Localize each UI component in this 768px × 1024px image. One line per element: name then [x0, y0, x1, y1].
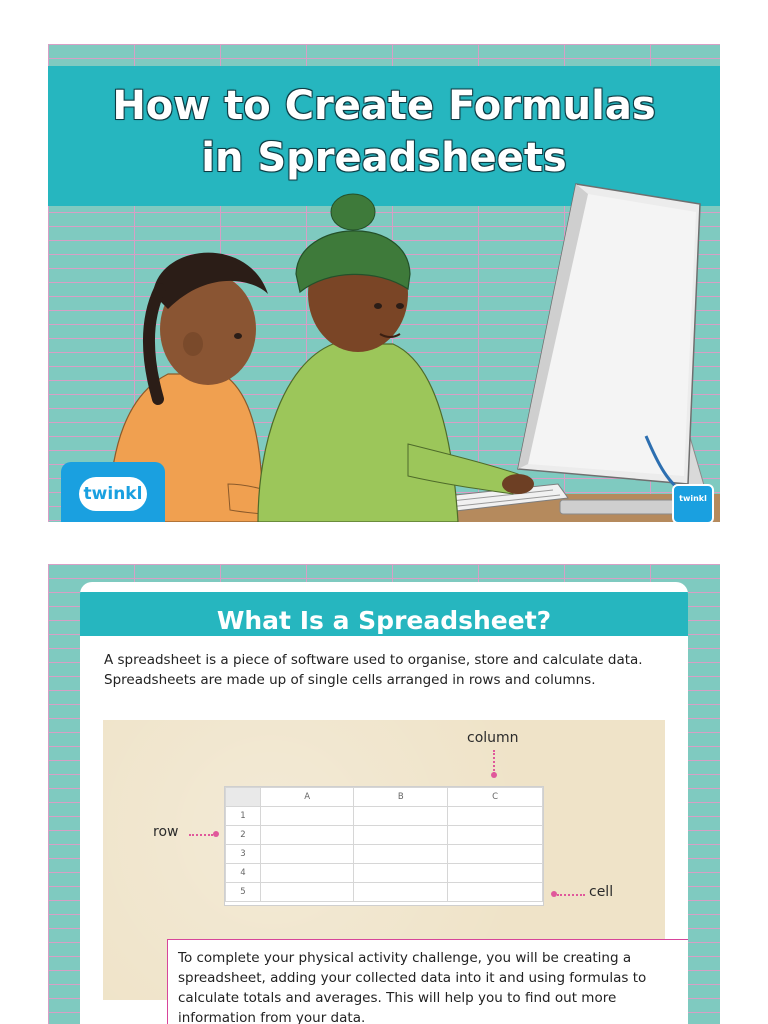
row-header: 1: [226, 807, 261, 826]
column-header: A: [261, 788, 354, 807]
intro-paragraph-2: Spreadsheets are made up of single cells arranged in rows and columns.: [104, 672, 596, 688]
card-title: What Is a Spreadsheet?: [216, 606, 552, 635]
grid-cell: [354, 826, 448, 845]
spreadsheet-slide: [48, 564, 720, 1024]
spreadsheet-grid: [224, 786, 544, 906]
intro-paragraph-1: A spreadsheet is a piece of software used to organise, store and calculate data.: [104, 652, 643, 668]
grid-cell: [354, 807, 448, 826]
row-header: 2: [226, 826, 261, 845]
grid-cell: [448, 826, 543, 845]
cell-pointer-dot: [551, 891, 557, 897]
grid-cell: [261, 845, 354, 864]
grid-cell: [448, 845, 543, 864]
column-pointer-dot: [491, 772, 497, 778]
intro-text: [104, 650, 664, 690]
column-label: column: [467, 730, 519, 746]
grid-cell: [261, 883, 354, 902]
title-slide: [48, 44, 720, 522]
grid-cell: [354, 883, 448, 902]
slide-title: How to Create Formulas in Spreadsheets: [112, 83, 656, 181]
cell-pointer: [557, 894, 585, 896]
grid-cell: [448, 883, 543, 902]
grid-corner: [226, 788, 261, 807]
twinkl-logo: twinkl: [61, 462, 165, 522]
column-header: B: [354, 788, 448, 807]
row-header: 3: [226, 845, 261, 864]
row-header: 4: [226, 864, 261, 883]
grid-cell: [261, 826, 354, 845]
grid-cell: [261, 864, 354, 883]
grid-cell: [354, 864, 448, 883]
grid-cell: [354, 845, 448, 864]
column-header: C: [448, 788, 543, 807]
challenge-note: To complete your physical activity challenge, you will be creating a spreadsheet, adding your collected data into it and using formulas to calculate totals and averages. This will help you to find out more information from your data.: [167, 939, 688, 1024]
row-pointer-dot: [213, 831, 219, 837]
row-pointer: [189, 834, 213, 836]
grid-cell: [261, 807, 354, 826]
row-label: row: [153, 824, 179, 840]
quality-badge-icon: twinkl: [672, 484, 714, 522]
grid-cell: [448, 807, 543, 826]
grid-cell: [448, 864, 543, 883]
column-pointer: [493, 750, 495, 774]
content-card: [80, 582, 688, 1024]
row-header: 5: [226, 883, 261, 902]
card-header: [80, 592, 688, 636]
cell-label: cell: [589, 884, 614, 900]
